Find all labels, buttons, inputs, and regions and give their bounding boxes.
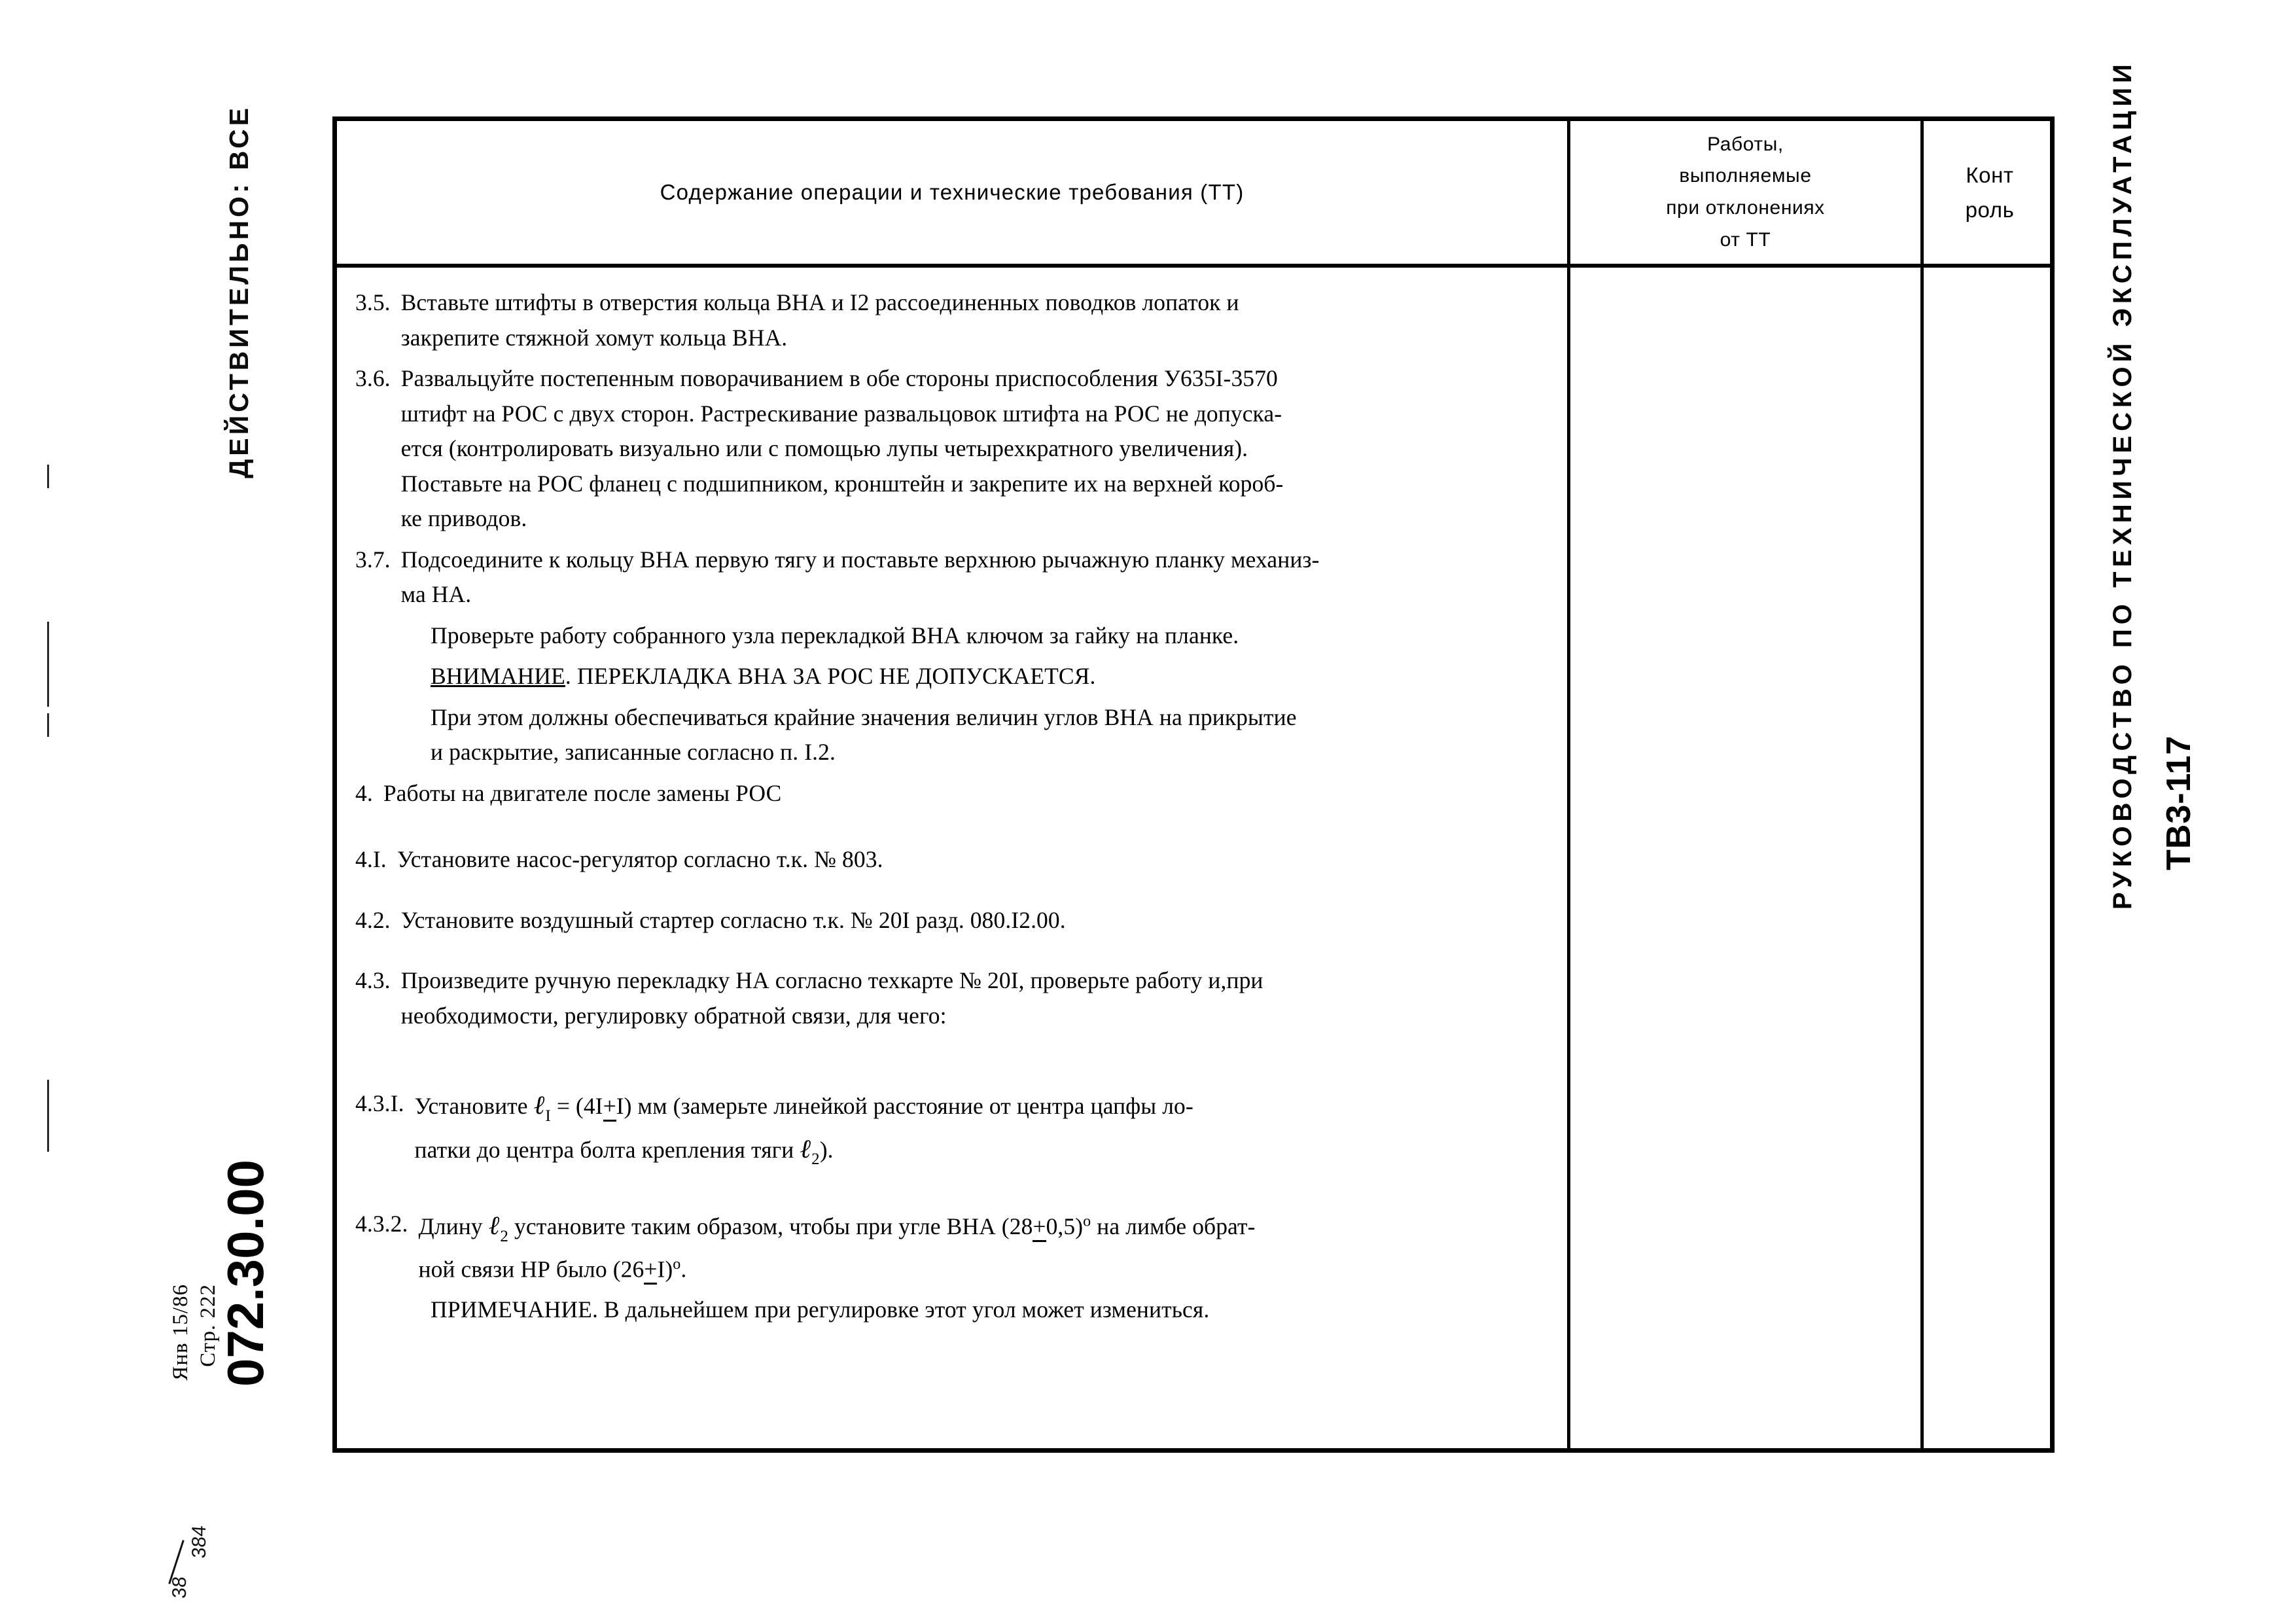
plus-minus-sign: + [1033,1213,1046,1242]
table-header-operation-text: Содержание операции и технические требования (ТТ) [660,180,1245,204]
revision-date-label: Янв 15/86 [169,1284,192,1381]
operation-item-line: Установите насос-регулятор согласно т.к. № 803. [397,846,883,872]
plus-minus-sign: + [644,1256,657,1285]
operation-item [355,1213,1538,1281]
scan-edge-tick [47,465,49,488]
operation-item-line: и раскрытие, записанные согласно п. I.2. [431,739,836,765]
operation-item-number: 3.5. [355,289,391,315]
note-paragraph [355,1298,1538,1322]
operation-item-line: Поставьте на РОС фланец с подшипником, кронштейн и закрепите их на верхней короб- [400,470,1284,497]
operation-item [355,548,1538,607]
length-variable: ℓ [533,1090,545,1120]
operation-item-text [401,969,1538,1027]
table-header-operation [337,121,1567,264]
bottom-fragment-a: 384 [188,1525,210,1559]
operation-item-text [418,1213,1538,1281]
operation-item-line: ма НА. [400,581,472,607]
operations-content-cell [337,268,1567,1448]
operation-item-line: штифт на РОС с двух сторон. Растрескивание развальцовок штифта на РОС не допуска- [400,400,1282,427]
operation-item [355,848,1538,872]
table-header-control-line1: Конт [1966,162,2014,187]
effectivity-label: ДЕЙСТВИТЕЛЬНО: ВСЕ [224,105,254,478]
operation-item-line: Работы на двигателе после замены РОС [383,779,782,806]
operation-item-text [401,367,1538,531]
operation-item-number: 3.6. [355,365,391,391]
table-column-divider [1567,121,1570,1448]
paragraph-spacer [355,1065,1538,1092]
length-variable-subscript: 2 [811,1150,820,1168]
warning-label: ВНИМАНИЕ [431,663,565,689]
scan-edge-tick [47,622,49,707]
operation-item-number: 3.7. [355,546,391,573]
operation-item-line: Длину ℓ$_2$ установите таким образом, чтобы при угле ВНА $(28+0,5)^о$ на лимбе обрат- [418,1211,1256,1245]
operation-item-number: 4.3.I. [355,1090,404,1116]
operation-item-line: Развальцуйте постепенным поворачиванием в обе стороны приспособления У635I-3570 [400,365,1278,391]
table-header-deviation [1570,121,1920,264]
table-header-control [1924,121,2056,264]
operations-table [332,116,2055,1453]
operation-item-line: Произведите ручную перекладку НА согласно техкарте № 20I, проверьте работу и,при [400,967,1263,993]
length-variable-subscript: I [545,1107,551,1125]
operation-item-line: патки до центра болта крепления тяги ℓ$_2$). [414,1133,834,1168]
note-label: ПРИМЕЧАНИЕ [431,1296,592,1323]
paragraph-spacer [355,828,1538,848]
operation-item [355,779,1538,806]
note-text-wrap [431,1298,1538,1322]
operation-item-line: Вставьте штифты в отверстия кольца ВНА и I2 рассоединенных поводков лопаток и [400,289,1239,315]
operation-item-text [415,1092,1538,1167]
operation-item-text [431,624,1538,648]
operation-item-number: 4.I. [355,846,387,872]
operation-item-text [401,548,1538,607]
operation-item [355,665,1538,688]
table-header-deviation-line2: выполняемые [1679,165,1812,187]
operation-item-text [431,703,1538,765]
length-variable: ℓ [488,1211,500,1240]
note-body: . В дальнейшем при регулировке этот угол может измениться. [592,1296,1210,1323]
operation-item-line: ке приводов. [400,505,527,531]
operation-item-text [400,906,1538,933]
warning-text: . ПЕРЕКЛАДКА ВНА ЗА РОС НЕ ДОПУСКАЕТСЯ. [565,663,1096,689]
operation-item [355,703,1538,765]
operation-item-line: Проверьте работу собранного узла перекладкой ВНА ключом за гайку на планке. [431,622,1239,649]
operation-item [355,624,1538,648]
degree-sign: о [1083,1213,1091,1230]
operation-item-line: Установите ℓ$_I$ = (4I+I) мм (замерьте линейкой расстояние от центра цапфы ло- [414,1090,1193,1125]
table-header-deviation-line4: от ТТ [1720,228,1771,251]
operation-item-line: закрепите стяжной хомут кольца ВНА. [400,324,788,351]
paragraph-spacer [355,1045,1538,1065]
paragraph-spacer [355,950,1538,969]
bottom-fragment-b: 38 [169,1576,190,1599]
operation-item [355,906,1538,933]
operation-item-number: 4.3. [355,967,391,993]
operation-item-line: необходимости, регулировку обратной связи, для чего: [400,1002,947,1029]
operation-item [355,367,1538,531]
document-number: 072.30.00 [217,1160,274,1387]
manual-title-vertical: РУКОВОДСТВО ПО ТЕХНИЧЕСКОЙ ЭКСПЛУАТАЦИИ [2108,60,2137,910]
operation-item-text [397,848,1538,872]
operation-item [355,969,1538,1027]
table-column-divider [1920,121,1924,1448]
paragraph-spacer [355,1185,1538,1213]
operation-item-number: 4. [355,779,373,806]
scan-edge-tick [47,1080,49,1152]
table-header-control-line2: роль [1965,198,2015,222]
operation-item-text [383,779,1538,806]
page-number-label: Стр. 222 [196,1284,220,1367]
plus-minus-sign: + [603,1093,616,1122]
operation-item-number: 4.2. [355,906,391,933]
operation-item [355,291,1538,349]
operation-item-number: 4.3.2. [355,1211,408,1237]
table-header-deviation-line3: при отклонениях [1666,197,1825,219]
length-variable: ℓ [800,1133,811,1164]
operation-item-line: ется (контролировать визуально или с помощью лупы четырехкратного увеличения). [400,435,1248,461]
table-header-deviation-line1: Работы, [1707,133,1784,155]
operation-item-line [431,1298,1538,1322]
length-variable-subscript: 2 [500,1227,509,1245]
operation-item [355,1092,1538,1167]
operation-item-line: При этом должны обеспечиваться крайние значения величин углов ВНА на прикрытие [431,703,1297,730]
operation-item-line: Подсоедините к кольцу ВНА первую тягу и поставьте верхнюю рычажную планку механиз- [400,546,1320,573]
paragraph-spacer [355,889,1538,909]
degree-sign: о [673,1255,681,1273]
scan-edge-tick [47,713,49,737]
engine-model-vertical: ТВ3-117 [2160,735,2198,870]
operation-item-line: Установите воздушный стартер согласно т.к. № 20I разд. 080.I2.00. [400,906,1066,933]
operation-item-text [431,665,1538,688]
operation-item-text [401,291,1538,349]
operation-item-line: ной связи НР было $(26+I)^о$. [418,1256,1538,1281]
